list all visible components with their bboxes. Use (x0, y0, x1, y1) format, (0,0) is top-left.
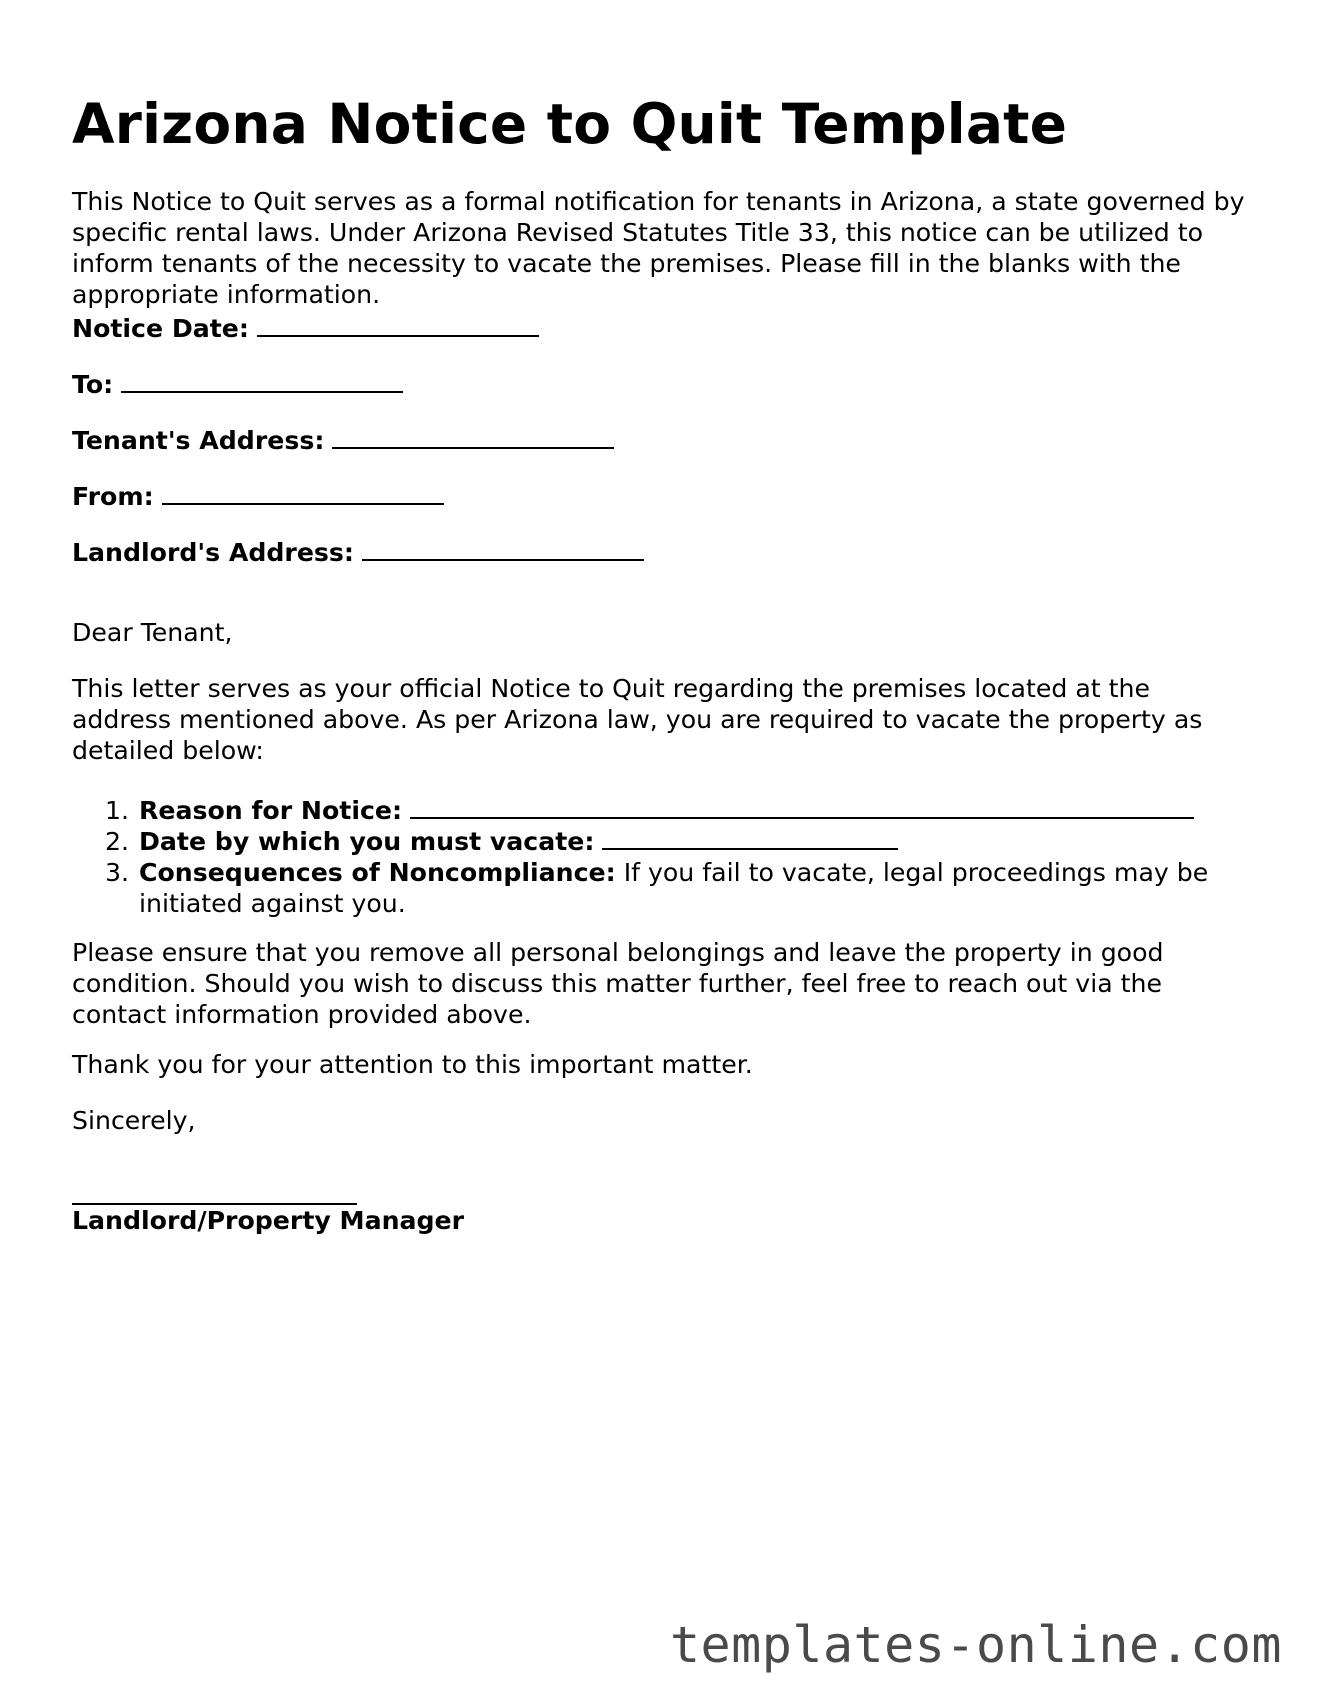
tenant-address-label: Tenant's Address: (72, 426, 325, 455)
list-item-reason (137, 795, 1317, 826)
page-title: Arizona Notice to Quit Template (72, 92, 1068, 156)
notice-date-label: Notice Date: (72, 314, 249, 343)
watermark: templates-online.com (669, 1616, 1282, 1674)
list-item-vacate-date (137, 826, 1317, 857)
to-label: To: (72, 370, 114, 399)
salutation: Dear Tenant, (72, 618, 233, 647)
landlord-address-label: Landlord's Address: (72, 538, 354, 567)
reason-blank[interactable] (410, 795, 1194, 819)
reason-label: Reason for Notice: (139, 796, 403, 825)
to-blank[interactable] (121, 369, 403, 393)
vacate-date-label: Date by which you must vacate: (139, 827, 595, 856)
consequences-label: Consequences of Noncompliance: (139, 858, 616, 887)
notice-details-list (72, 795, 1317, 919)
intro-paragraph: This Notice to Quit serves as a formal notification for tenants in Arizona, a state governed by specific rental laws. Under Arizona Revised Statutes Title 33, this notice can be utilized to inform tenants of the necessity to vacate the premises. Please fill in the blanks with the appropriate information. (72, 187, 1245, 309)
signature-label: Landlord/Property Manager (72, 1206, 465, 1235)
from-field (72, 481, 444, 512)
tenant-address-blank[interactable] (332, 425, 614, 449)
vacate-date-blank[interactable] (602, 826, 898, 850)
list-item-consequences (137, 857, 1317, 919)
from-blank[interactable] (162, 481, 444, 505)
notice-date-blank[interactable] (257, 313, 539, 337)
tenant-address-field (72, 425, 614, 456)
closing-paragraph: Please ensure that you remove all personal belongings and leave the property in good condition. Should you wish to discuss this matter further, feel free to reach out via the contact information provided above. (72, 938, 1164, 1029)
landlord-address-field (72, 537, 644, 568)
notice-date-field (72, 313, 539, 344)
thanks-line: Thank you for your attention to this important matter. (72, 1050, 753, 1079)
body-paragraph: This letter serves as your official Notice to Quit regarding the premises located at the address mentioned above. As per Arizona law, you are required to vacate the property as detailed below: (72, 674, 1203, 765)
landlord-address-blank[interactable] (362, 537, 644, 561)
sign-off: Sincerely, (72, 1106, 196, 1135)
consequences-text: If you fail to vacate, legal proceedings may be initiated against you. (139, 858, 1209, 918)
to-field (72, 369, 403, 400)
from-label: From: (72, 482, 154, 511)
